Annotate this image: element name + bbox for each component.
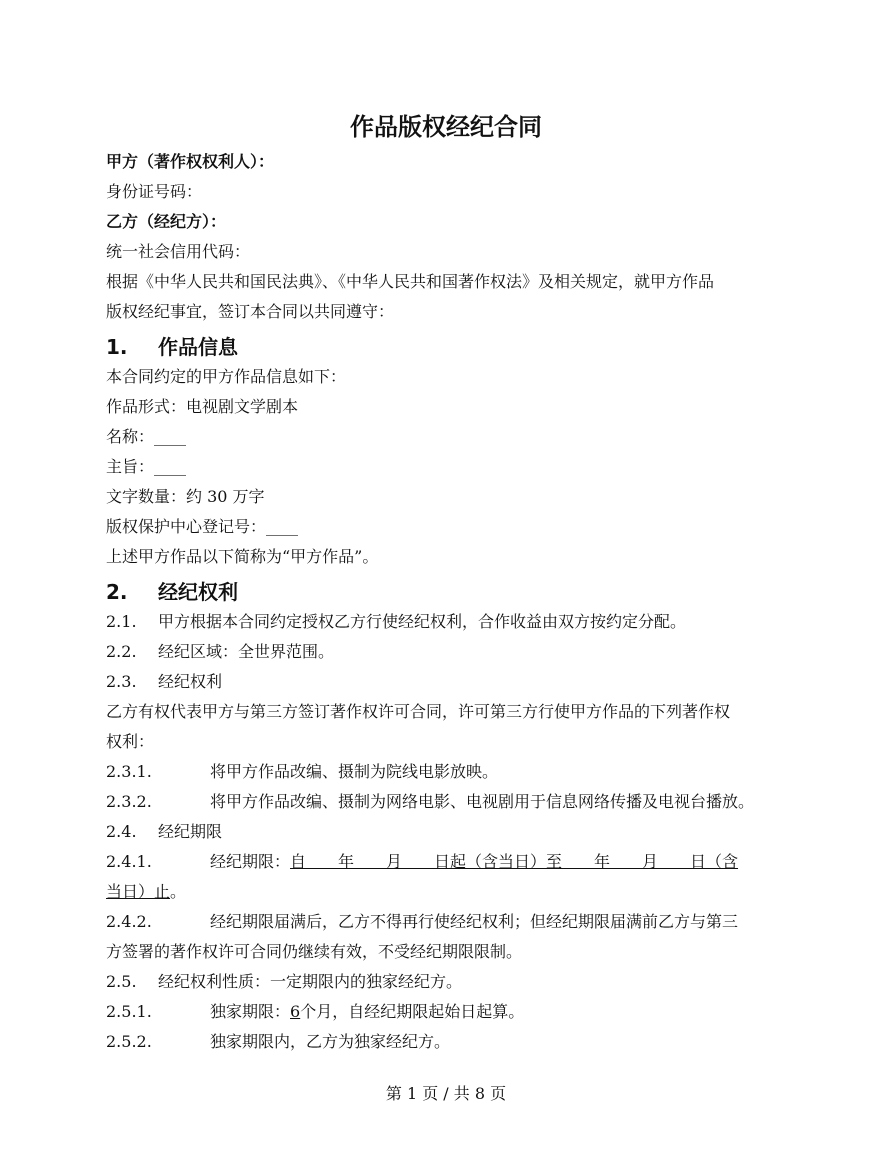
clause-number: 2.4. [106, 822, 137, 841]
id-card-label: 身份证号码： [106, 182, 203, 201]
clause-text-b: 个月，自经纪期限起始日起算。 [300, 1002, 525, 1021]
section-title: 作品信息 [158, 335, 238, 359]
page-title: 作品版权经纪合同 [350, 113, 542, 141]
exclusive-months: 6 [290, 1002, 301, 1021]
clause-2-5 [106, 971, 462, 993]
party-a-label: 甲方（著作权权利人）： [106, 152, 275, 171]
clause-2-3-body-1: 乙方有权代表甲方与第三方签订著作权许可合同，许可第三方行使甲方作品的下列著作权 [106, 702, 731, 721]
clause-number: 2.4.2. [106, 912, 152, 931]
work-name: 名称：____ [106, 427, 187, 446]
clause-2-3-body-2: 权利： [106, 732, 155, 751]
clause-number: 2.2. [106, 642, 137, 661]
clause-2-5-2 [106, 1031, 450, 1053]
clause-text: 将甲方作品改编、摄制为网络电影、电视剧用于信息网络传播及电视台播放。 [210, 792, 755, 811]
clause-2-4-2-cont: 方签署的著作权许可合同仍继续有效，不受经纪期限限制。 [106, 942, 523, 961]
credit-code-label: 统一社会信用代码： [106, 242, 251, 261]
clause-number: 2.1. [106, 612, 137, 631]
term-blank: 自 年 月 日起（含当日）至 年 月 日（含 [290, 852, 739, 871]
clause-number: 2.3.2. [106, 792, 152, 811]
work-alias: 上述甲方作品以下简称为“甲方作品”。 [106, 547, 379, 566]
clause-text: 经纪权利 [158, 672, 223, 691]
work-form: 作品形式：电视剧文学剧本 [106, 397, 299, 416]
section-number: 2. [106, 580, 128, 604]
clause-2-5-1 [106, 1001, 524, 1023]
clause-2-4-1-cont [106, 881, 186, 903]
preamble-line-2: 版权经纪事宜，签订本合同以共同遵守： [106, 302, 395, 321]
clause-number: 2.5. [106, 972, 137, 991]
clause-2-3-1 [106, 761, 498, 783]
clause-2-4 [106, 821, 222, 843]
section-2-heading [106, 576, 238, 605]
clause-text: 经纪期限 [158, 822, 223, 841]
section-1-heading [106, 331, 238, 360]
clause-text: 独家期限内，乙方为独家经纪方。 [210, 1032, 451, 1051]
clause-number: 2.4.1. [106, 852, 152, 871]
section-1-intro: 本合同约定的甲方作品信息如下： [106, 367, 347, 386]
clause-number: 2.3. [106, 672, 137, 691]
clause-text: 经纪权利性质：一定期限内的独家经纪方。 [158, 972, 463, 991]
clause-number: 2.5.2. [106, 1032, 152, 1051]
registration-number: 版权保护中心登记号：____ [106, 517, 299, 536]
term-end: 。 [170, 882, 187, 901]
section-number: 1. [106, 335, 128, 359]
clause-text-a: 独家期限： [210, 1002, 291, 1021]
clause-text: 经纪期限届满后，乙方不得再行使经纪权利；但经纪期限届满前乙方与第三 [210, 912, 739, 931]
work-theme: 主旨：____ [106, 457, 187, 476]
term-label: 经纪期限： [210, 852, 291, 871]
clause-number: 2.3.1. [106, 762, 152, 781]
party-b-label: 乙方（经纪方）： [106, 212, 227, 231]
clause-2-3-2 [106, 791, 754, 813]
preamble-line-1: 根据《中华人民共和国民法典》、《中华人民共和国著作权法》及相关规定，就甲方作品 [106, 272, 715, 291]
clause-2-4-2 [106, 911, 738, 933]
page-footer: 第 1 页 / 共 8 页 [385, 1084, 507, 1103]
clause-number: 2.5.1. [106, 1002, 152, 1021]
clause-text: 经纪区域：全世界范围。 [158, 642, 335, 661]
clause-2-2 [106, 641, 334, 663]
term-blank-cont: 当日）止 [106, 882, 171, 901]
clause-text: 将甲方作品改编、摄制为院线电影放映。 [210, 762, 499, 781]
clause-2-4-1 [106, 851, 738, 873]
clause-2-1 [106, 611, 686, 633]
clause-text: 甲方根据本合同约定授权乙方行使经纪权利，合作收益由双方按约定分配。 [158, 612, 687, 631]
clause-2-3 [106, 671, 222, 693]
word-count: 文字数量：约 30 万字 [106, 487, 265, 506]
section-title: 经纪权利 [158, 580, 238, 604]
